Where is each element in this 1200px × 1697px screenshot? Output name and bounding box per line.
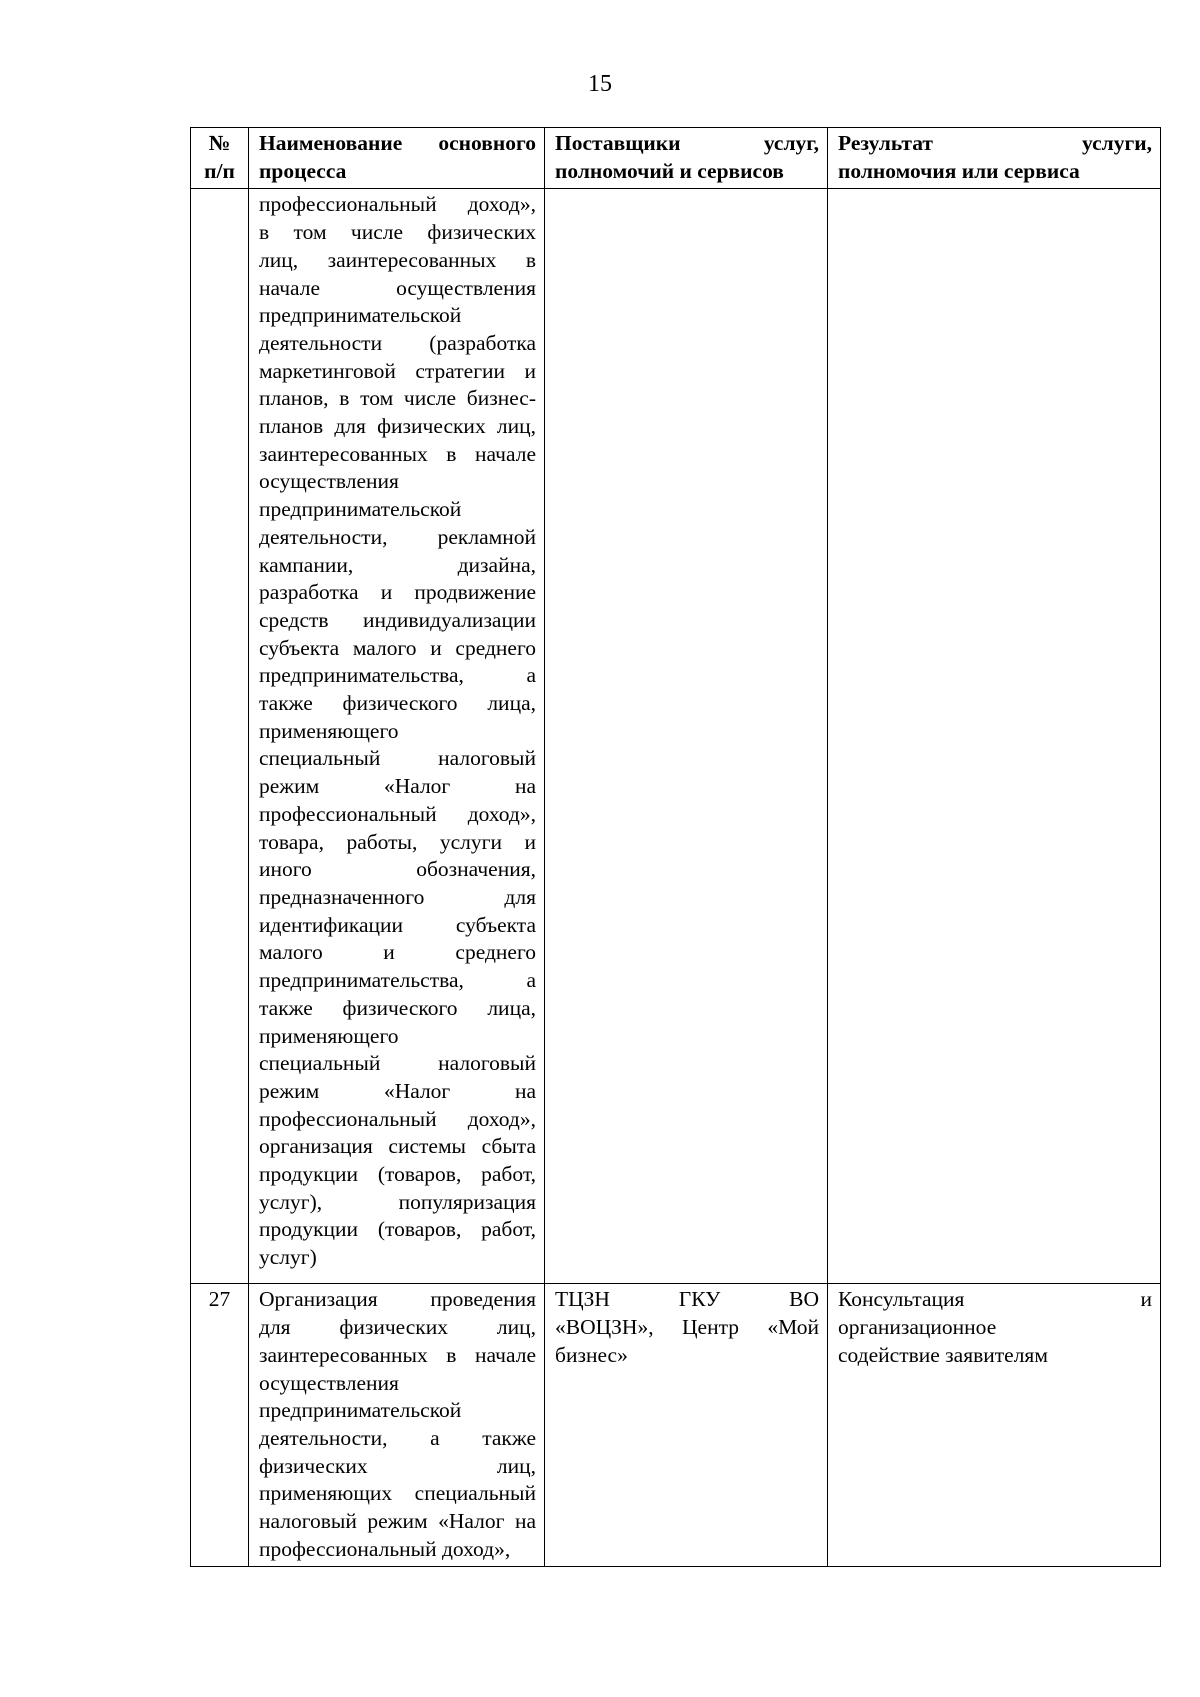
process-text-line: заинтересованных в начале [259, 441, 536, 466]
process-text-line: осуществления [259, 469, 399, 494]
process-text-line: организация системы сбыта [259, 1134, 536, 1159]
process-text-line: продукции (товаров, работ, [259, 1217, 536, 1242]
process-text-line: также физического лица, [259, 995, 536, 1020]
process-text-line: идентификации субъекта [259, 912, 536, 937]
header-result-line: полномочия или сервиса [838, 158, 1080, 183]
header-providers [545, 128, 828, 189]
process-cell [249, 189, 545, 1284]
process-text-line: продукции (товаров, работ, [259, 1162, 536, 1187]
process-text-line: специальный налоговый [259, 1051, 536, 1076]
process-text-line: заинтересованных в начале [259, 1342, 536, 1367]
header-process [249, 128, 545, 189]
process-text-line: предпринимательской [259, 497, 462, 522]
process-text-line: деятельности, а также [259, 1425, 536, 1450]
process-text-line: деятельности, рекламной [259, 524, 536, 549]
process-text-line: лиц, заинтересованных в [259, 247, 536, 272]
process-text-line: планов для физических лиц, [259, 414, 536, 439]
process-text-line: применяющего [259, 718, 399, 743]
result-text-line: Консультация и [838, 1287, 1152, 1312]
providers-cell [545, 189, 828, 1284]
process-text-line: деятельности (разработка [259, 330, 536, 355]
process-text-line: планов, в том числе бизнес- [259, 386, 536, 411]
process-text-line: Организация проведения [259, 1287, 536, 1312]
process-text-line: профессиональный доход», [259, 192, 536, 217]
process-text-line: режим «Налог на [259, 774, 536, 799]
page-number: 15 [588, 71, 612, 97]
process-text-line: маркетинговой стратегии и [259, 358, 536, 383]
process-text-line: специальный налоговый [259, 746, 536, 771]
process-text-line: предназначенного для [259, 884, 536, 909]
process-text-line: профессиональный доход», [259, 801, 536, 826]
process-text-line: малого и среднего [259, 940, 536, 965]
process-text-line: услуг) [259, 1245, 317, 1270]
row-num-cell [191, 189, 249, 1284]
process-text-line: профессиональный доход», [259, 1536, 511, 1561]
providers-text-line: ТЦЗН ГКУ ВО [555, 1287, 819, 1312]
process-text-line: предпринимательской [259, 303, 462, 328]
process-text-line: применяющего [259, 1023, 399, 1048]
process-cell [249, 1284, 545, 1567]
process-text-line: профессиональный доход», [259, 1106, 536, 1131]
process-text-line: режим «Налог на [259, 1078, 536, 1103]
process-text-line: в том числе физических [259, 220, 536, 245]
header-providers-line: полномочий и сервисов [555, 158, 784, 183]
header-num [191, 128, 249, 189]
header-providers-line: Поставщики услуг, [555, 131, 819, 155]
process-text-line: предпринимательства, а [259, 663, 536, 688]
process-text-line: разработка и продвижение [259, 580, 536, 605]
table-row [191, 1284, 1161, 1567]
process-text-line: товара, работы, услуги и [259, 829, 536, 854]
table-row [191, 189, 1161, 1284]
process-text-line: также физического лица, [259, 691, 536, 716]
result-text-line: организационное [838, 1315, 997, 1340]
process-text-line: кампании, дизайна, [259, 552, 536, 577]
result-cell [828, 1284, 1161, 1567]
process-text-line: иного обозначения, [259, 857, 536, 882]
process-text-line: предпринимательской [259, 1398, 462, 1423]
result-cell [828, 189, 1161, 1284]
process-text-line: средств индивидуализации [259, 607, 536, 632]
process-text-line: применяющих специальный [259, 1481, 536, 1506]
row-num-cell: 27 [191, 1284, 249, 1567]
process-text-line: налоговый режим «Налог на [259, 1509, 536, 1534]
process-text-line: начале осуществления [259, 275, 536, 300]
header-result [828, 128, 1161, 189]
providers-text-line: «ВОЦЗН», Центр «Мой [555, 1315, 819, 1340]
process-text-line: осуществления [259, 1370, 399, 1395]
result-text-line: содействие заявителям [838, 1342, 1048, 1367]
header-num-line: № [208, 131, 231, 155]
table-header-row [191, 128, 1161, 189]
providers-cell [545, 1284, 828, 1567]
header-num-line: п/п [204, 158, 235, 183]
header-process-line: процесса [259, 158, 347, 183]
providers-text-line: бизнес» [555, 1342, 628, 1367]
header-process-line: Наименование основного [259, 131, 536, 155]
header-result-line: Результат услуги, [838, 131, 1152, 155]
process-text-line: физических лиц, [259, 1453, 536, 1478]
process-text-line: предпринимательства, а [259, 968, 536, 993]
process-text-line: услуг), популяризация [259, 1189, 536, 1214]
process-text-line: субъекта малого и среднего [259, 635, 536, 660]
services-table [190, 127, 1161, 1567]
process-text-line: для физических лиц, [259, 1315, 536, 1340]
